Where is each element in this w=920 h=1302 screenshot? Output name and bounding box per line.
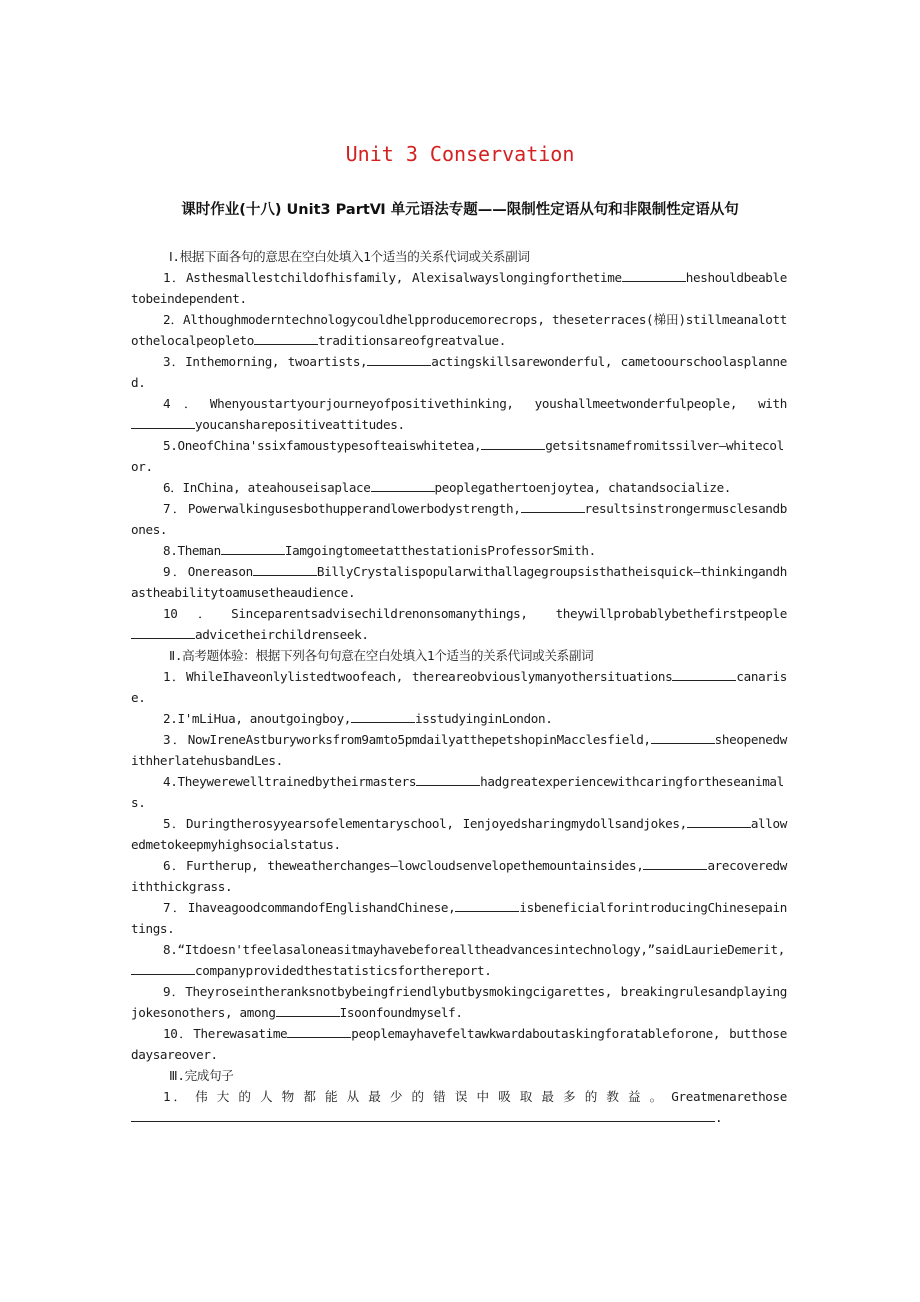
section-1-question-5 [131, 435, 787, 477]
question-text-after: isstudyinginLondon. [415, 711, 553, 726]
section-1-question-6 [131, 477, 787, 498]
section-1-heading: Ⅰ.根据下面各句的意思在空白处填入1个适当的关系代词或关系副词 [169, 249, 530, 264]
answer-blank[interactable] [131, 416, 195, 429]
section-2-heading: Ⅱ.高考题体验：根据下列各句句意在空白处填入1个适当的关系代词或关系副词 [169, 648, 594, 663]
question-number: 4 [163, 774, 171, 789]
question-text-before: ．Sinceparentsadvisechildrenonsomanythings, theywillprobablybethefirstpeople [177, 606, 787, 621]
section-1-question-2 [131, 309, 787, 351]
question-text-before: ．Inthemorning, twoartists, [170, 354, 368, 369]
question-text-before: ．Althoughmoderntechnologycouldhelpproducemorecrops, theseterraces(梯田)stillmeanalottothelocalpeopleto [131, 312, 787, 348]
question-text-before: ．NowIreneAstburyworksfrom9amto5pmdailyatthepetshopinMacclesfield, [170, 732, 651, 747]
question-text-before: ．WhileIhaveonlylistedtwoofeach, thereareobviouslymanyothersituations [170, 669, 673, 684]
question-number: 4 [163, 396, 171, 411]
question-number: 6 [163, 858, 171, 873]
question-number: 10 [163, 606, 178, 621]
question-text-before: .Theywerewelltrainedbytheirmasters [170, 774, 417, 789]
question-text-after: heshouldbeabletobeindependent. [131, 270, 787, 306]
question-text-after: advicetheirchildrenseek. [195, 627, 369, 642]
question-number: 6 [163, 480, 171, 495]
answer-blank[interactable] [221, 542, 285, 555]
section-2-question-4 [131, 771, 787, 813]
question-number: 5 [163, 816, 171, 831]
section-3-question-1 [131, 1086, 787, 1128]
question-text-after: getsitsnamefromitssilver—whitecolor. [131, 438, 784, 474]
answer-blank[interactable] [672, 668, 736, 681]
question-text-before: ．Duringtherosyyearsofelementaryschool, Ienjoyedsharingmydollsandjokes, [170, 816, 687, 831]
section-2-question-1 [131, 666, 787, 708]
question-number: 3 [163, 354, 171, 369]
section-2-question-8 [131, 939, 787, 981]
answer-blank[interactable] [253, 563, 317, 576]
question-english: Greatmenarethose [671, 1089, 787, 1104]
answer-blank[interactable] [254, 332, 318, 345]
answer-blank[interactable] [416, 773, 480, 786]
question-text-after: arecoveredwiththickgrass. [131, 858, 787, 894]
question-number: 1 [163, 1089, 171, 1104]
question-number: 7 [163, 501, 171, 516]
answer-blank-long[interactable] [131, 1109, 651, 1122]
answer-blank[interactable] [276, 1004, 340, 1017]
section-2-question-6 [131, 855, 787, 897]
question-number: 1 [163, 669, 171, 684]
document-subtitle: 课时作业(十八) Unit3 PartⅥ 单元语法专题——限制性定语从句和非限制性定语从句 [181, 202, 739, 218]
question-number: 7 [163, 900, 171, 915]
question-text-after: peoplemayhavefeltawkwardaboutaskingforatableforone, butthosedaysareover. [131, 1026, 787, 1062]
answer-blank[interactable] [287, 1025, 351, 1038]
question-number: 8 [163, 942, 171, 957]
answer-blank[interactable] [481, 437, 545, 450]
section-1-question-8 [131, 540, 787, 561]
exercise-body [131, 246, 787, 1128]
question-text-after: BillyCrystalispopularwithallagegroupsisthatheisquick—thinkingandhastheabilitytoamusetheaudience. [131, 564, 787, 600]
section-2-question-5 [131, 813, 787, 855]
question-text-before: ．Theyroseintheranksnotbybeingfriendlybutbysmokingcigarettes, breakingrulesandplayingjokesonothers, among [131, 984, 787, 1020]
question-number: 8 [163, 543, 171, 558]
section-2-question-3 [131, 729, 787, 771]
question-text-after: hadgreatexperiencewithcaringfortheseanimals. [131, 774, 784, 810]
question-text-after: traditionsareofgreatvalue. [317, 333, 506, 348]
question-text-after: Isoonfoundmyself. [339, 1005, 463, 1020]
question-text-before: .“Itdoesn'tfeelasaloneasitmayhavebeforealltheadvancesintechnology,”saidLaurieDemerit, [170, 942, 785, 957]
question-text-after: allowedmetokeepmyhighsocialstatus. [131, 816, 787, 852]
question-text-before: ．Whenyoustartyourjourneyofpositivethinking, youshallmeetwonderfulpeople, with [170, 396, 787, 411]
section-2-question-2 [131, 708, 787, 729]
question-text-before: .OneofChina'ssixfamoustypesofteaiswhitetea, [170, 438, 482, 453]
section-2-question-9 [131, 981, 787, 1023]
question-number: 2 [163, 312, 171, 327]
question-number: 5 [163, 438, 171, 453]
question-text-after: youcansharepositiveattitudes. [195, 417, 405, 432]
question-text-before: ．Asthesmallestchildofhisfamily, Alexisalwayslongingforthetime [170, 270, 622, 285]
section-1-question-10 [131, 603, 787, 645]
question-chinese: ．伟大的人物都能从最少的错误中吸取最多的教益。 [170, 1089, 672, 1104]
question-number: 9 [163, 984, 171, 999]
question-text-before: .Theman [170, 543, 221, 558]
answer-blank[interactable] [651, 731, 715, 744]
question-number: 9 [163, 564, 171, 579]
question-text-after: peoplegathertoenjoytea, chatandsocialize. [434, 480, 732, 495]
section-3-heading: Ⅲ.完成句子 [169, 1068, 234, 1083]
question-text-after: resultsinstrongermusclesandbones. [131, 501, 787, 537]
question-text-before: ．Onereason [170, 564, 253, 579]
answer-blank-continued[interactable] [651, 1109, 715, 1122]
answer-blank[interactable] [455, 899, 519, 912]
question-text-before: .I'mLiHua, anoutgoingboy, [170, 711, 352, 726]
section-2-question-7 [131, 897, 787, 939]
answer-blank[interactable] [371, 479, 435, 492]
section-1-question-4 [131, 393, 787, 435]
section-1-question-9 [131, 561, 787, 603]
question-number: 2 [163, 711, 171, 726]
answer-blank[interactable] [131, 962, 195, 975]
answer-blank[interactable] [687, 815, 751, 828]
question-text-before: ．Powerwalkingusesbothupperandlowerbodystrength, [170, 501, 521, 516]
section-2-question-10 [131, 1023, 787, 1065]
question-number: 1 [163, 270, 171, 285]
question-text-after: companyprovidedthestatisticsforthereport. [195, 963, 492, 978]
question-text-before: ．Furtherup, theweatherchanges—lowcloudsenvelopethemountainsides, [170, 858, 644, 873]
answer-blank[interactable] [367, 353, 431, 366]
answer-blank[interactable] [622, 269, 686, 282]
answer-blank[interactable] [521, 500, 585, 513]
section-1-question-1 [131, 267, 787, 309]
question-text-before: ．Therewasatime [177, 1026, 288, 1041]
exercise-sections [131, 246, 787, 1065]
question-number: 10 [163, 1026, 178, 1041]
answer-blank[interactable] [131, 626, 195, 639]
document-title: Unit 3 Conservation [345, 142, 575, 166]
section-1-question-3 [131, 351, 787, 393]
question-text-after: isbeneficialforintroducingChinesepaintings. [131, 900, 787, 936]
question-text-after: canarise. [131, 669, 787, 705]
question-text-before: ．InChina, ateahouseisaplace [170, 480, 371, 495]
answer-blank[interactable] [351, 710, 415, 723]
question-text-after: IamgoingtomeetatthestationisProfessorSmith. [284, 543, 596, 558]
question-text-after: sheopenedwithherlatehusbandLes. [131, 732, 787, 768]
question-text-after: actingskillsarewonderful, cametoourschoolasplanned. [131, 354, 788, 390]
answer-blank[interactable] [643, 857, 707, 870]
section-1-question-7 [131, 498, 787, 540]
question-number: 3 [163, 732, 171, 747]
question-end: . [715, 1110, 723, 1125]
question-text-before: ．IhaveagoodcommandofEnglishandChinese, [170, 900, 456, 915]
